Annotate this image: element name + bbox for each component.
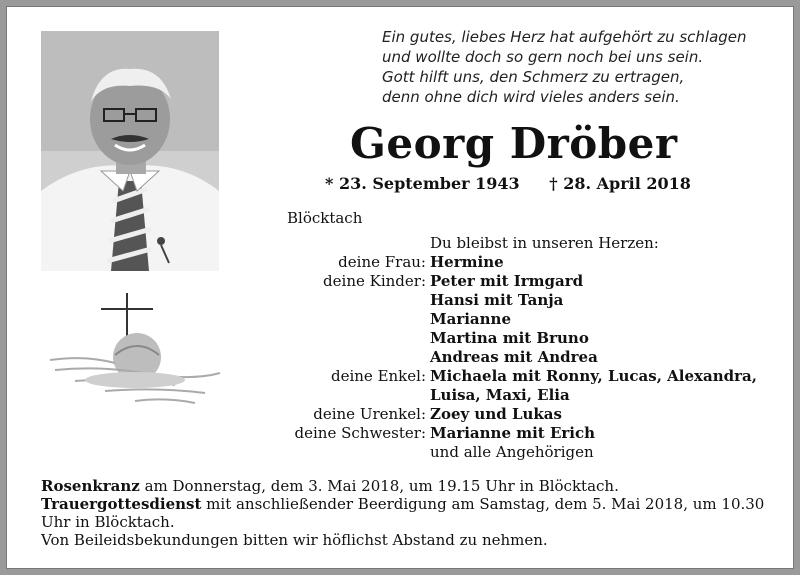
relation-label: deine Frau: xyxy=(338,253,426,271)
poem-line: Ein gutes, liebes Herz hat aufgehört zu schlagen xyxy=(382,28,747,46)
relative-names: Martina mit Bruno xyxy=(430,329,589,347)
family-list xyxy=(167,234,787,462)
family-intro-row xyxy=(167,234,787,253)
deceased-name: Georg Dröber xyxy=(350,119,678,168)
family-outro: und alle Angehörigen xyxy=(430,443,594,461)
relative-names: Luisa, Maxi, Elia xyxy=(430,386,570,404)
poem-line: denn ohne dich wird vieles anders sein. xyxy=(382,88,680,106)
relation-label: deine Kinder: xyxy=(323,272,426,290)
family-row xyxy=(167,367,787,386)
poem-line: Gott hilft uns, den Schmerz zu ertragen, xyxy=(382,68,685,86)
relative-names: Michaela mit Ronny, Lucas, Alexandra, xyxy=(430,367,757,385)
death-date: † 28. April 2018 xyxy=(549,174,691,193)
rosary-details: am Donnerstag, dem 3. Mai 2018, um 19.15 Uhr in Blöcktach. xyxy=(139,477,619,495)
relation-label xyxy=(167,386,430,405)
family-row xyxy=(167,348,787,367)
relation-label xyxy=(167,329,430,348)
relation-label: deine Schwester: xyxy=(294,424,426,442)
life-dates xyxy=(325,174,715,193)
family-row xyxy=(167,386,787,405)
relative-names: Marianne xyxy=(430,310,511,328)
place-of-residence: Blöcktach xyxy=(287,209,363,227)
family-row xyxy=(167,253,787,272)
family-row xyxy=(167,424,787,443)
relative-names: Marianne mit Erich xyxy=(430,424,596,442)
family-intro: Du bleibst in unseren Herzen: xyxy=(430,234,659,252)
service-notice xyxy=(41,495,781,531)
poem-line: und wollte doch so gern noch bei uns sein. xyxy=(382,48,704,66)
service-announcements xyxy=(41,477,781,549)
relation-label: deine Urenkel: xyxy=(313,405,426,423)
family-row xyxy=(167,291,787,310)
relation-label xyxy=(167,310,430,329)
family-row xyxy=(167,329,787,348)
relative-names: Zoey und Lukas xyxy=(430,405,562,423)
relative-names: Peter mit Irmgard xyxy=(430,272,584,290)
service-details: mit anschließender Beerdigung am Samstag, dem 5. Mai 2018, um 10.30 Uhr in Blöcktach. xyxy=(41,495,765,531)
relation-label xyxy=(167,348,430,367)
relation-label: deine Enkel: xyxy=(330,367,426,385)
relative-names: Hermine xyxy=(430,253,504,271)
family-row xyxy=(167,310,787,329)
relative-names: Andreas mit Andrea xyxy=(430,348,598,366)
obituary-card xyxy=(6,6,794,569)
birth-date: * 23. September 1943 xyxy=(325,174,520,193)
relation-label xyxy=(167,291,430,310)
condolence-notice: Von Beileidsbekundungen bitten wir höflichst Abstand zu nehmen. xyxy=(41,531,548,549)
family-row xyxy=(167,405,787,424)
poem xyxy=(382,27,782,107)
rosary-label: Rosenkranz xyxy=(41,477,140,495)
family-outro-row xyxy=(167,443,787,462)
family-row xyxy=(167,272,787,291)
service-label: Trauergottesdienst xyxy=(41,495,202,513)
relative-names: Hansi mit Tanja xyxy=(430,291,564,309)
rosary-notice xyxy=(41,477,781,495)
